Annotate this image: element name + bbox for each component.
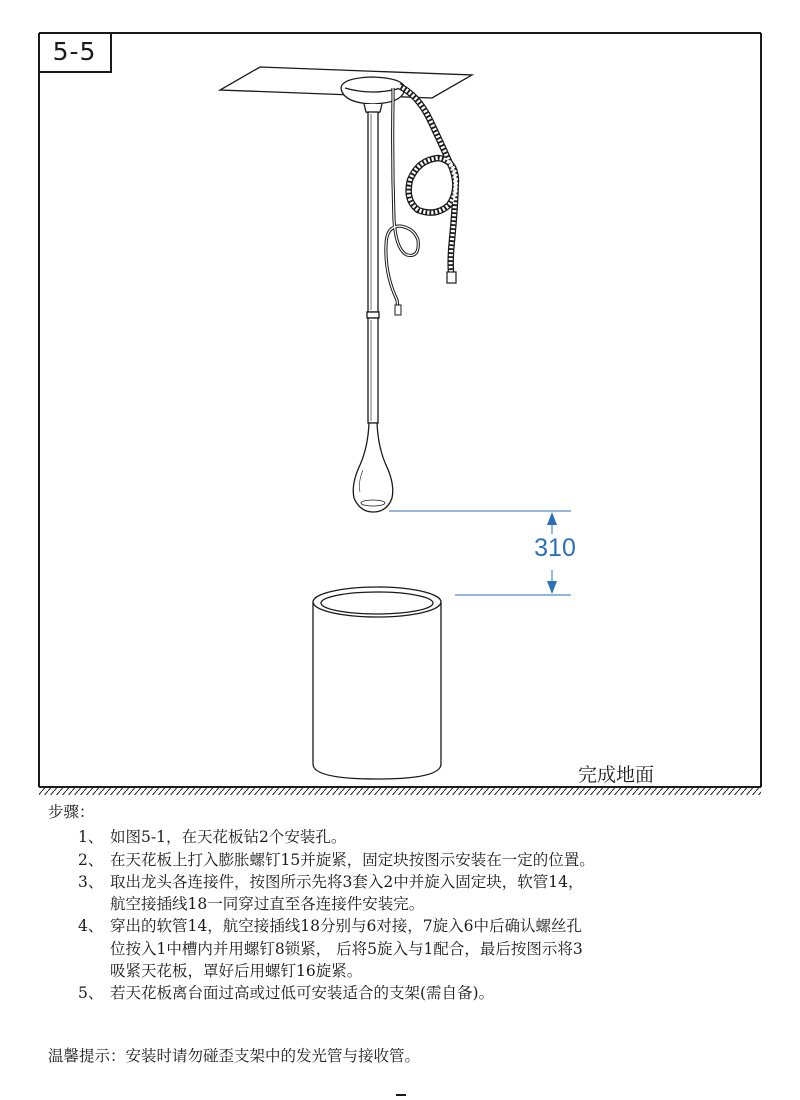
- step-number: 5、: [78, 984, 104, 1003]
- instruction-steps: [48, 801, 788, 1005]
- step-text: 在天花板上打入膨胀螺钉15并旋紧，固定块按图示安装在一定的位置。: [110, 850, 595, 869]
- warm-tip: 温馨提示：安装时请勿碰歪支架中的发光管与接收管。: [48, 1047, 421, 1065]
- step-text: 吸紧天花板，罩好后用螺钉16旋紧。: [110, 962, 363, 981]
- braided-cable: [399, 86, 456, 283]
- steps-title: 步骤：: [48, 803, 95, 821]
- step-2: [48, 849, 788, 871]
- step-4: [48, 915, 788, 982]
- step-number: 2、: [78, 850, 104, 869]
- step-text: 穿出的软管14，航空接插线18分别与6对接，7旋入6中后确认螺丝孔: [110, 917, 583, 936]
- dimension-value: 310: [534, 534, 576, 562]
- step-1: [48, 826, 788, 848]
- step-number: 1、: [78, 828, 104, 847]
- step-text: 位按入1中槽内并用螺钉8锁紧， 后将5旋入与1配合，最后按图示将3: [110, 939, 583, 958]
- step-text: 取出龙头各连接件，按图所示先将3套入2中并旋入固定块，软管14，: [110, 872, 584, 891]
- ceiling-mount: [341, 77, 405, 114]
- step-3: [48, 871, 788, 916]
- step-number: 3、: [78, 872, 104, 891]
- floor-label: 完成地面: [578, 764, 655, 786]
- step-text: 如图5-1，在天花板钻2个安装孔。: [110, 828, 347, 847]
- step-text: 若天花板离台面过高或过低可安装适合的支架(需自备)。: [110, 984, 495, 1003]
- faucet-head: [353, 423, 393, 512]
- step-text: 航空接插线18一同穿过直至各连接件安装完。: [110, 895, 425, 914]
- step-number: 4、: [78, 917, 104, 936]
- page-mark: [396, 1094, 406, 1096]
- floor-hatch: [39, 788, 761, 795]
- basin: [313, 587, 441, 779]
- faucet-pole: [367, 112, 379, 423]
- figure-label: 5-5: [39, 33, 112, 73]
- step-5: [48, 982, 788, 1004]
